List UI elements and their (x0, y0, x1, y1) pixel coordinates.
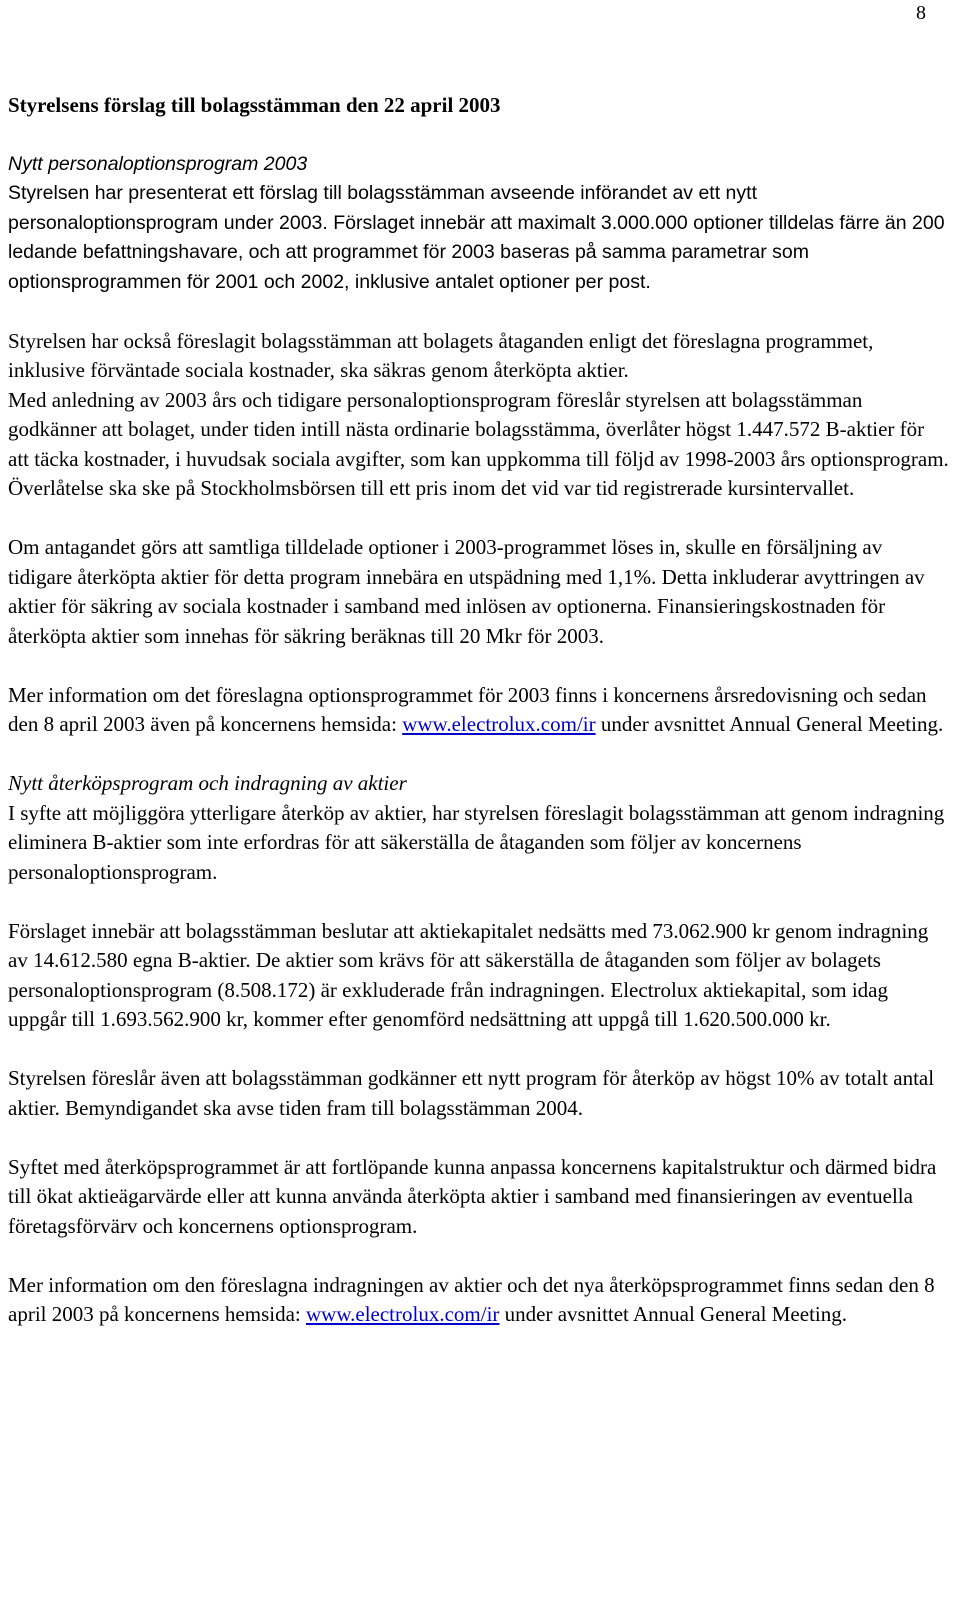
paragraph: Styrelsen har också föreslagit bolagsstämman att bolagets åtaganden enligt det föreslagna programmet, inklusive förväntade sociala kostnader, ska säkras genom återköpta aktier. (8, 328, 874, 382)
paragraph-with-link (8, 1271, 950, 1330)
paragraph-text: Mer information om den föreslagna indragningen av aktier och det nya återköpsprogrammet finns sedan den 8 april 2003 på koncernens hemsida: (8, 1272, 935, 1326)
website-link[interactable]: www.electrolux.com/ir (306, 1302, 500, 1326)
paragraph: Styrelsen föreslår även att bolagsstämman godkänner ett nytt program för återköp av högst 10% av totalt antal aktier. Bemyndigandet ska avse tiden fram till bolagsstämman 2004. (8, 1066, 935, 1120)
document-heading: Styrelsens förslag till bolagsstämman den 22 april 2003 (8, 93, 501, 117)
section-title: Nytt personaloptionsprogram 2003 (8, 152, 308, 175)
paragraph: Om antagandet görs att samtliga tilldelade optioner i 2003-programmet löses in, skulle en försäljning av tidigare återköpta aktier för detta program innebära en utspädning med 1,1%. Detta inkluderar avyttringen av aktier för säkring av sociala kostnader i samband med inlösen av optionerna. Finansieringskostnaden för återköpta aktier som innehas för säkring beräknas till 20 Mkr för 2003. (8, 535, 925, 648)
paragraph-text: Mer information om det föreslagna optionsprogrammet för 2003 finns i koncernens årsredovisning och sedan den 8 april 2003 även på koncernens hemsida: (8, 682, 927, 736)
link-suffix: under avsnittet Annual General Meeting. (499, 1302, 847, 1326)
link-suffix: under avsnittet Annual General Meeting. (595, 712, 944, 736)
paragraph: Syftet med återköpsprogrammet är att fortlöpande kunna anpassa koncernens kapitalstruktur och därmed bidra till ökat aktieägarvärde eller att kunna använda återköpta aktier i samband med finansieringen av eventuella företagsförvärv och koncernens optionsprogram. (8, 1154, 937, 1238)
paragraph: Styrelsen har presenterat ett förslag till bolagsstämman avseende införandet av ett nytt personaloptionsprogram under 2003. Förslaget innebär att maximalt 3.000.000 optioner tilldelas färre än 200 ledande befattningshavare, och att programmet för 2003 baseras på samma parametrar som optionsprogrammen för 2001 och 2002, inklusive antalet optioner per post. (8, 182, 945, 293)
page-number: 8 (916, 2, 926, 24)
section-title: Nytt återköpsprogram och indragning av aktier (8, 771, 407, 795)
section-aterkopsprogram (8, 769, 950, 1330)
section-personaloptionsprogram (8, 150, 950, 740)
paragraph: I syfte att möjliggöra ytterligare återköp av aktier, har styrelsen föreslagit bolagsstämman att genom indragning eliminera B-aktier som inte erfordras för att säkerställa de åtaganden som följer av koncernens personaloptionsprogram. (8, 800, 945, 884)
paragraph-with-link (8, 681, 950, 740)
website-link[interactable]: www.electrolux.com/ir (402, 712, 596, 736)
paragraph: Med anledning av 2003 års och tidigare personaloptionsprogram föreslår styrelsen att bolagsstämman godkänner att bolaget, under tiden intill nästa ordinarie bolagsstämma, överlåter högst 1.447.572 B-aktier för att täcka kostnader, i huvudsak sociala avgifter, som kan uppkomma till följd av 1998-2003 års optionsprogram. Överlåtelse ska ske på Stockholmsbörsen till ett pris inom det vid var tid registrerade kursintervallet. (8, 387, 949, 500)
document-body (8, 91, 950, 1330)
paragraph: Förslaget innebär att bolagsstämman beslutar att aktiekapitalet nedsätts med 73.062.900 kr genom indragning av 14.612.580 egna B-aktier. De aktier som krävs för att säkerställa de åtaganden som följer av bolagets personaloptionsprogram (8.508.172) är exkluderade från indragningen. Electrolux aktiekapital, som idag uppgår till 1.693.562.900 kr, kommer efter genomförd nedsättning att uppgå till 1.620.500.000 kr. (8, 918, 929, 1031)
